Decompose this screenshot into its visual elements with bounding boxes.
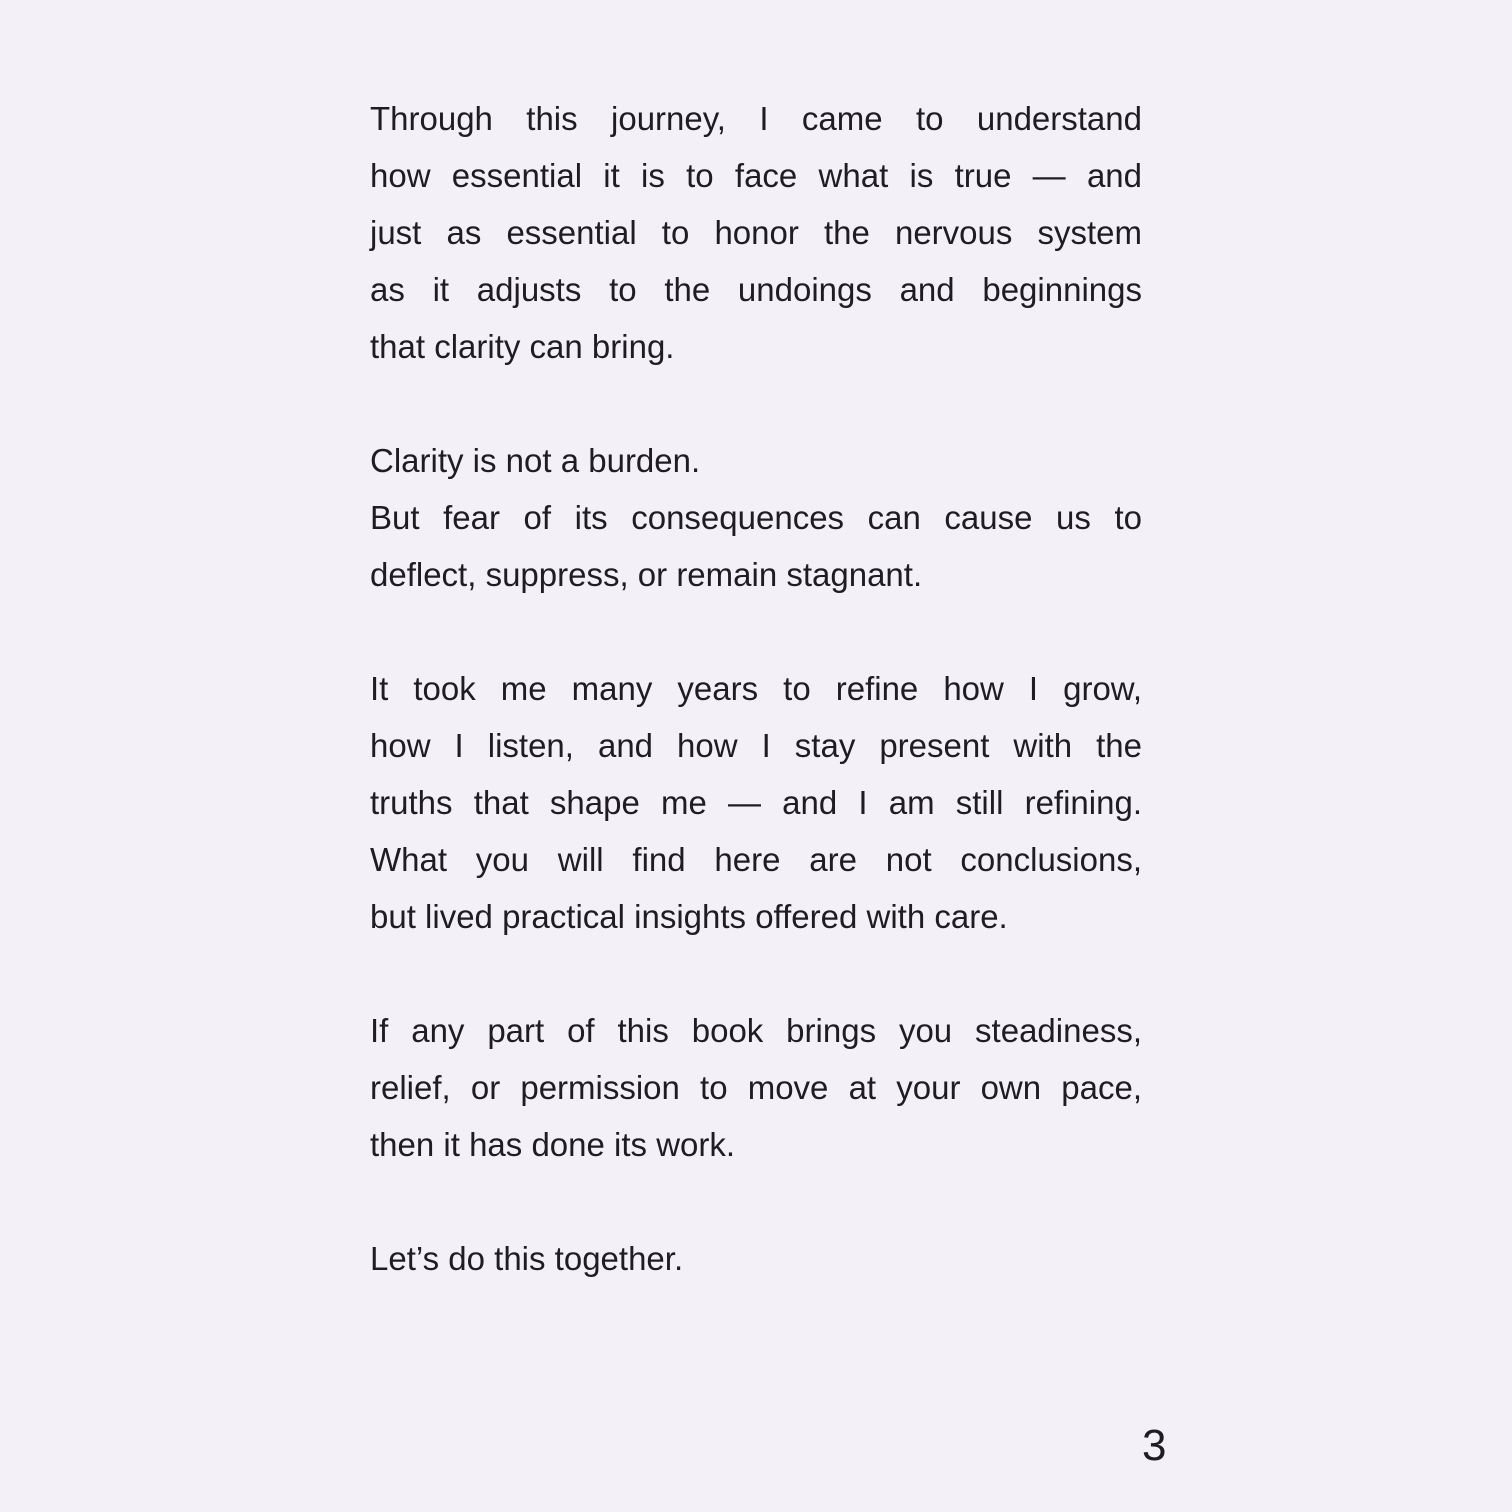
text-line: It took me many years to refine how I grow, xyxy=(370,670,1142,707)
text-line: If any part of this book brings you steadiness, xyxy=(370,1012,1142,1049)
text-line: Through this journey, I came to understand xyxy=(370,100,1142,137)
text-line: just as essential to honor the nervous system xyxy=(370,214,1142,251)
text-line: then it has done its work. xyxy=(370,1126,736,1163)
paragraph-clarity xyxy=(370,432,1142,603)
text-line: relief, or permission to move at your own pace, xyxy=(370,1069,1142,1106)
text-line: truths that shape me — and I am still refining. xyxy=(370,784,1142,821)
text-line: Clarity is not a burden. xyxy=(370,442,701,479)
text-line: deflect, suppress, or remain stagnant. xyxy=(370,556,923,593)
text-line: But fear of its consequences can cause us to xyxy=(370,499,1142,536)
text-line: as it adjusts to the undoings and beginnings xyxy=(370,271,1142,308)
text-line: how essential it is to face what is true — and xyxy=(370,157,1142,194)
text-line: but lived practical insights offered with care. xyxy=(370,898,1008,935)
paragraph-spacer xyxy=(370,375,1142,432)
paragraph-steadiness xyxy=(370,1002,1142,1173)
paragraph-spacer xyxy=(370,945,1142,1002)
text-line: Let’s do this together. xyxy=(370,1240,684,1277)
paragraph-spacer xyxy=(370,1173,1142,1230)
paragraph-together xyxy=(370,1230,1142,1287)
text-line: that clarity can bring. xyxy=(370,328,675,365)
paragraph-refining xyxy=(370,660,1142,945)
body-text xyxy=(370,90,1142,1287)
paragraph-journey xyxy=(370,90,1142,375)
text-line: What you will find here are not conclusions, xyxy=(370,841,1142,878)
page-number: 3 xyxy=(1142,1421,1167,1470)
text-line: how I listen, and how I stay present with the xyxy=(370,727,1142,764)
paragraph-spacer xyxy=(370,603,1142,660)
